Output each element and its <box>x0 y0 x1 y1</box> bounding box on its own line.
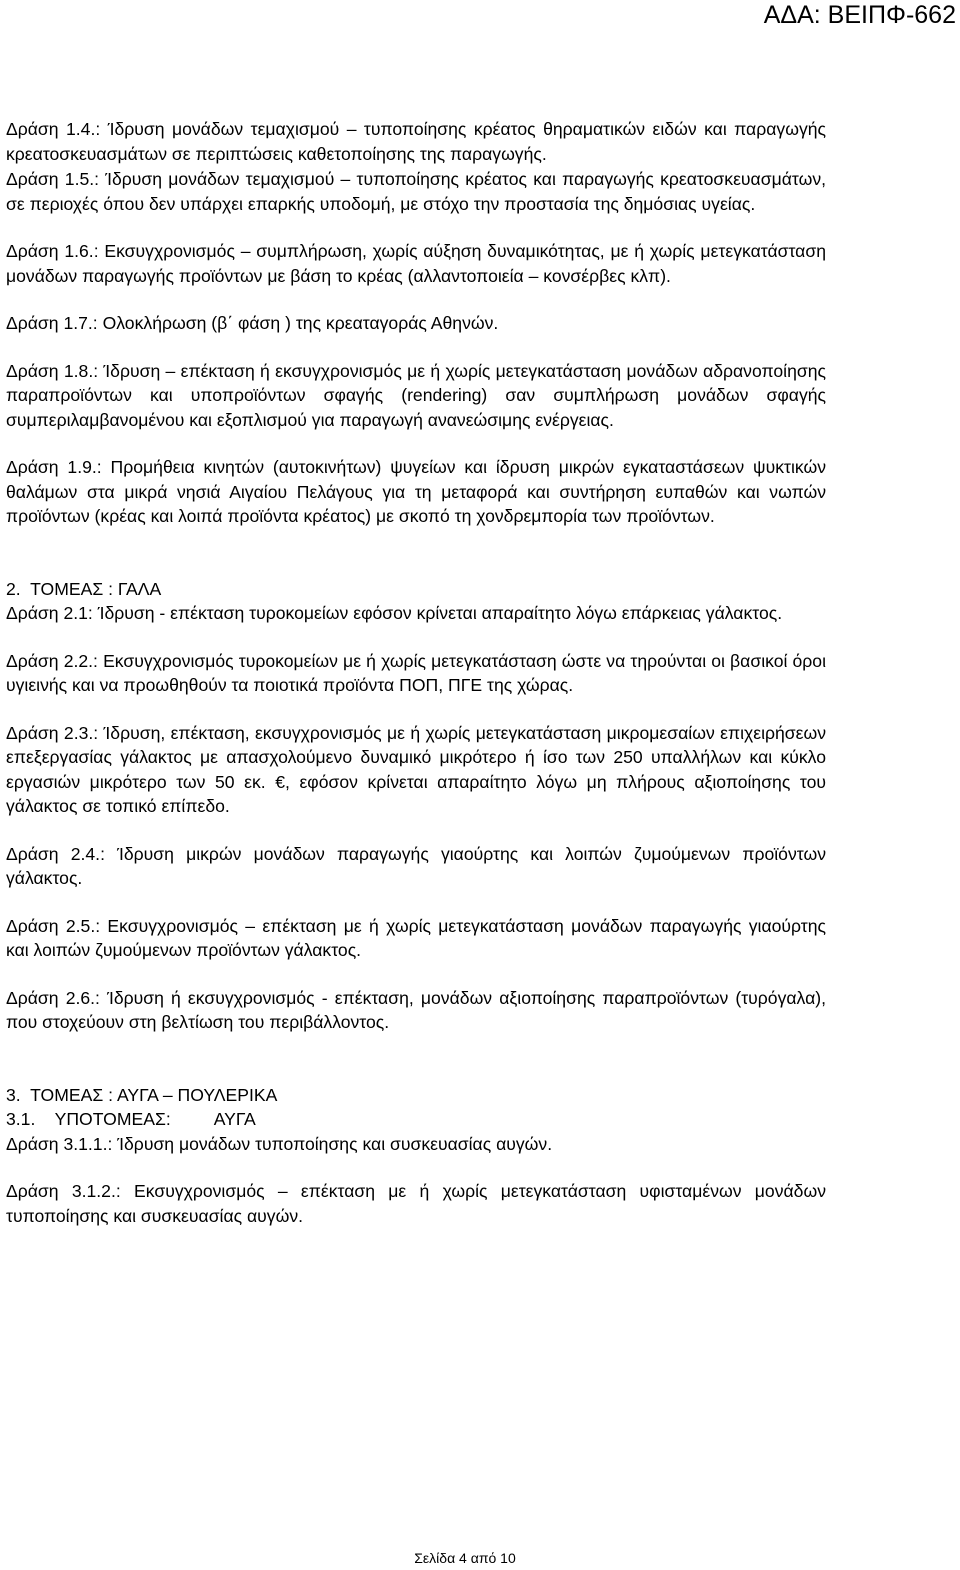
subsection-heading: 3.1. ΥΠΟΤΟΜΕΑΣ: ΑΥΓΑ <box>6 1109 256 1129</box>
action-paragraph <box>6 842 826 891</box>
action-paragraph <box>6 1132 826 1157</box>
action-label: Δράση 3.1.1.: <box>6 1133 113 1154</box>
action-paragraph <box>6 455 826 529</box>
action-label: Δράση 1.4.: <box>6 119 101 139</box>
ada-code: ΑΔΑ: ΒΕΙΠΦ-662 <box>763 1 956 29</box>
action-text: Εκσυγχρονισμός – επέκταση με ή χωρίς μετεγκατάσταση μονάδων παραγωγής γιαούρτης και λοιπών ζυμούμενων προϊόντων γάλακτος. <box>6 915 826 960</box>
action-label: Δράση 3.1.2.: <box>6 1181 121 1201</box>
section-heading: 3. ΤΟΜΕΑΣ : ΑΥΓΑ – ΠΟΥΛΕΡΙΚΑ <box>6 1084 278 1105</box>
page-footer: Σελίδα 4 από 10 <box>414 1550 516 1566</box>
action-paragraph <box>6 117 826 166</box>
document-body <box>6 117 826 1251</box>
action-text: Ίδρυση ή εκσυγχρονισμός - επέκταση, μονάδων αξιοποίησης παραπροϊόντων (τυρόγαλα), που στοχεύουν στη βελτίωση του περιβάλλοντος. <box>6 987 827 1032</box>
section-heading: 2. ΤΟΜΕΑΣ : ΓΑΛΑ <box>6 578 162 599</box>
action-text: Ίδρυση μικρών μονάδων παραγωγής γιαούρτης και λοιπών ζυμούμενων προϊόντων γάλακτος. <box>6 843 827 888</box>
action-text: Εκσυγχρονισμός – επέκταση με ή χωρίς μετεγκατάσταση υφισταμένων μονάδων τυποποίησης και συσκευασίας αυγών. <box>6 1181 827 1226</box>
action-label: Δράση 2.5.: <box>6 915 101 936</box>
action-paragraph <box>6 914 826 963</box>
action-text: Ίδρυση - επέκταση τυροκομείων εφόσον κρίνεται απαραίτητο λόγω επάρκειας γάλακτος. <box>97 603 783 623</box>
action-label: Δράση 1.8.: <box>6 360 99 381</box>
action-text: Ίδρυση – επέκταση ή εκσυγχρονισμός με ή χωρίς μετεγκατάσταση μονάδων αδρανοποίησης παραπροϊόντων και υποπροϊόντων σφαγής (rendering) σαν συμπλήρωση μονάδων σφαγής συμπεριλαμβανομένου και εξοπλισμού για παραγωγή ανανεώσιμης ενέργειας. <box>6 360 826 430</box>
action-label: Δράση 1.7.: <box>6 313 98 333</box>
action-paragraph <box>6 167 826 216</box>
action-text: Ίδρυση μονάδων τυποποίησης και συσκευασίας αυγών. <box>117 1133 553 1154</box>
action-text: Ίδρυση, επέκταση, εκσυγχρονισμός με ή χωρίς μετεγκατάσταση μικρομεσαίων επιχειρήσεων επεξεργασίας γάλακτος με απασχολούμενο δυναμικό μικρότερο ή ίσο των 250 υπαλλήλων και κύκλο εργασιών μικρότερο των 50 εκ. €, εφόσον κρίνεται απαραίτητο λόγω μη πλήρους αξιοποίησης του γάλακτος σε τοπικό επίπεδο. <box>6 722 827 816</box>
action-text: Προμήθεια κινητών (αυτοκινήτων) ψυγείων και ίδρυση μικρών εγκαταστάσεων ψυκτικών θαλάμων στα μικρά νησιά Αιγαίου Πελάγους για τη μεταφορά και συντήρηση ευπαθών και νωπών προϊόντων (κρέας και λοιπά προϊόντα κρέατος) με σκοπό τη χονδρεμπορία των προϊόντων. <box>6 457 826 526</box>
action-paragraph <box>6 721 826 819</box>
action-paragraph <box>6 239 826 288</box>
action-paragraph <box>6 359 826 433</box>
action-text: Εκσυγχρονισμός – συμπλήρωση, χωρίς αύξηση δυναμικότητας, με ή χωρίς μετεγκατάσταση μονάδων παραγωγής προϊόντων με βάση το κρέας (αλλαντοποιεία – κονσέρβες κλπ). <box>6 241 826 286</box>
action-label: Δράση 1.6.: <box>6 241 99 261</box>
action-label: Δράση 2.3.: <box>6 722 99 743</box>
action-label: Δράση 2.4.: <box>6 843 105 864</box>
action-text: Ολοκλήρωση (β΄ φάση ) της κρεαταγοράς Αθηνών. <box>102 313 499 333</box>
action-paragraph <box>6 1179 826 1228</box>
action-paragraph <box>6 986 826 1035</box>
action-label: Δράση 1.5.: <box>6 169 100 189</box>
action-paragraph <box>6 601 826 626</box>
action-paragraph <box>6 311 826 336</box>
action-text: Ίδρυση μονάδων τεμαχισμού – τυποποίησης κρέατος και παραγωγής κρεατοσκευασμάτων, σε περιοχές όπου δεν υπάρχει επαρκής υποδομή, με στόχο την προστασία της δημόσιας υγείας. <box>6 169 826 214</box>
action-text: Ίδρυση μονάδων τεμαχισμού – τυποποίησης κρέατος θηραματικών ειδών και παραγωγής κρεατοσκευασμάτων σε περιπτώσεις καθετοποίησης της παραγωγής. <box>6 119 827 164</box>
action-paragraph <box>6 649 826 698</box>
action-label: Δράση 2.6.: <box>6 987 100 1008</box>
action-label: Δράση 2.1: <box>6 603 93 623</box>
action-label: Δράση 2.2.: <box>6 650 98 671</box>
action-text: Εκσυγχρονισμός τυροκομείων με ή χωρίς μετεγκατάσταση ώστε να τηρούνται οι βασικοί όροι υγιεινής και να προωθηθούν τα ποιοτικά προϊόντα ΠΟΠ, ΠΓΕ της χώρας. <box>6 650 826 695</box>
action-label: Δράση 1.9.: <box>6 457 102 477</box>
